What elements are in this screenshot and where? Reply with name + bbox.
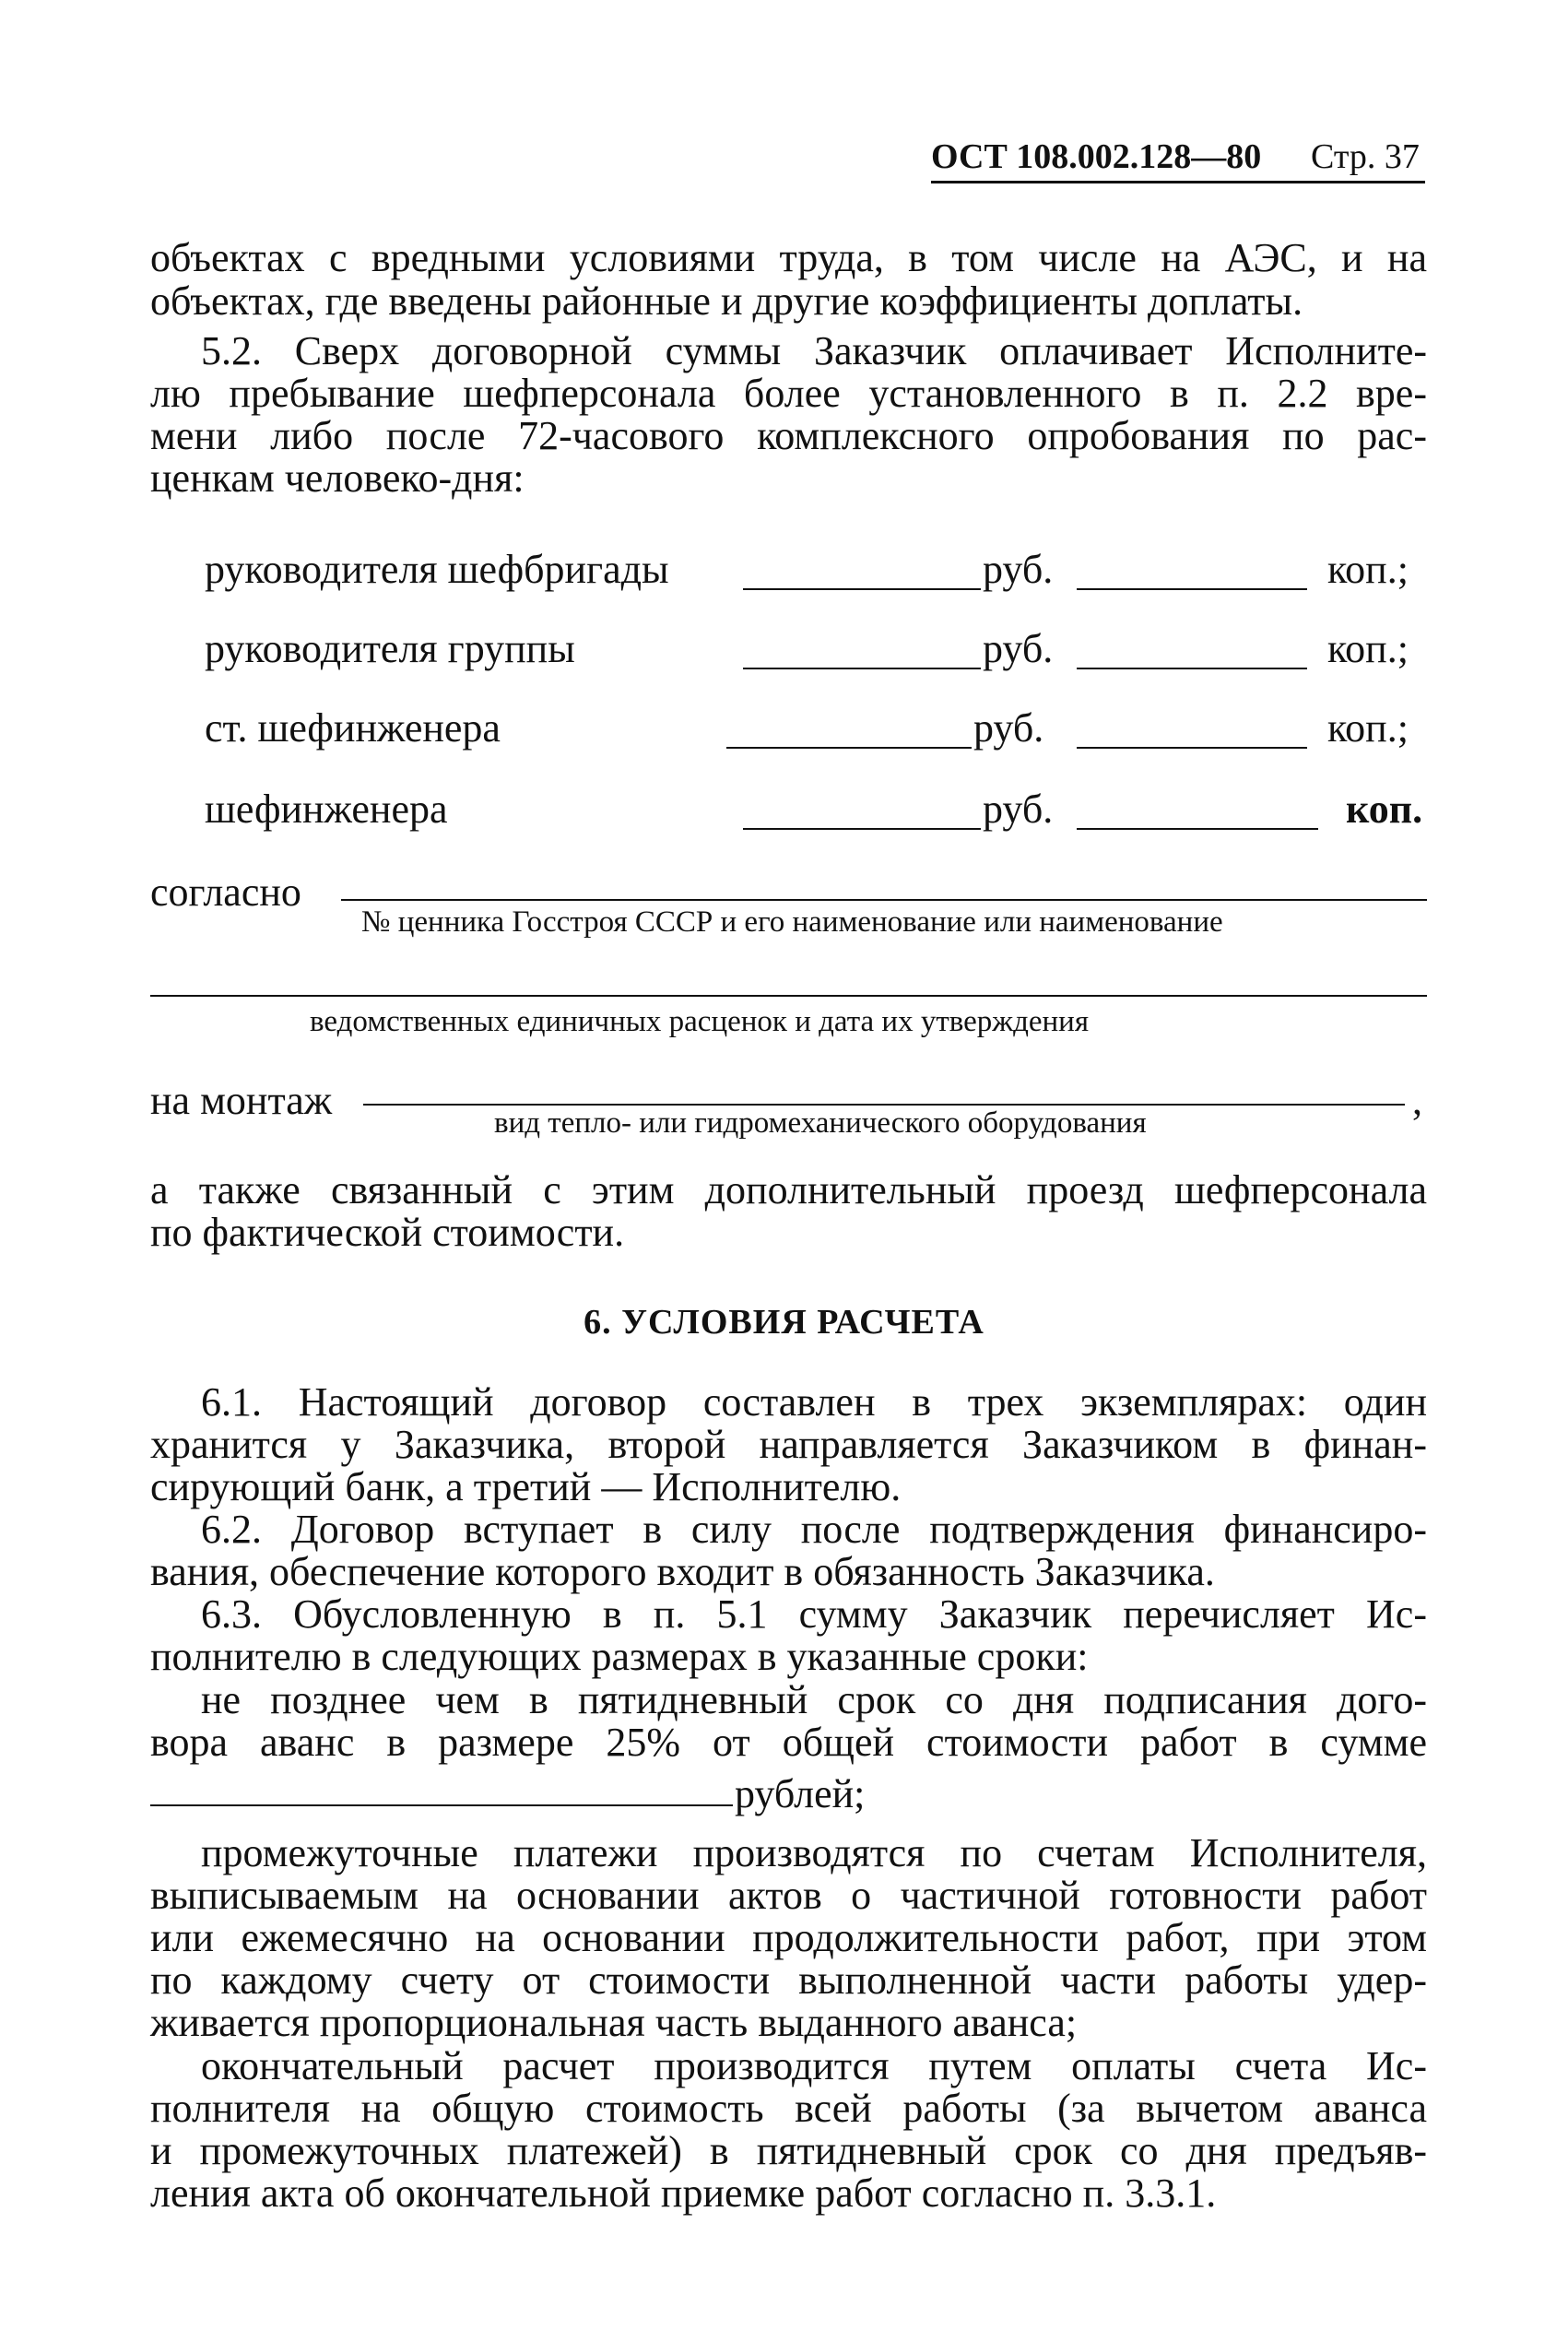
blank-rub — [743, 588, 981, 590]
soglasno-caption: № ценника Госстроя СССР и его наименование или наименование — [361, 905, 1223, 939]
rate-label: руководителя группы — [205, 626, 575, 671]
intermediate-line: промежуточные платежи производятся по счетам Исполнителя, — [201, 1830, 1427, 1875]
blank-kop — [1077, 828, 1318, 830]
advance-line: вора аванс в размере 25% от общей стоимости работ в сумме — [150, 1720, 1427, 1765]
montazh-word: на монтаж — [150, 1078, 333, 1123]
blank-kop — [1077, 747, 1307, 749]
p52-line: ценкам человеко-дня: — [150, 455, 525, 501]
final-line: полнителя на общую стоимость всей работы (за вычетом аванса — [150, 2086, 1427, 2131]
final-line: и промежуточных платежей) в пятидневный срок со дня предъяв- — [150, 2128, 1427, 2173]
blank-rub — [743, 668, 981, 669]
p52-line: лю пребывание шефперсонала более установленного в п. 2.2 вре- — [150, 371, 1427, 416]
blank-kop — [1077, 588, 1307, 590]
blank-rub — [743, 828, 981, 830]
page-label: Стр. 37 — [1311, 137, 1420, 176]
rate-label: шефинженера — [205, 787, 448, 832]
doc-code: ОСТ 108.002.128—80 — [931, 137, 1262, 176]
rate-label: руководителя шефбригады — [205, 547, 669, 592]
rub-label: руб. — [973, 705, 1044, 751]
p52-line: 5.2. Сверх договорной суммы Заказчик оплачивает Исполните- — [201, 328, 1427, 373]
kop-label: коп.; — [1327, 705, 1409, 751]
intermediate-line: выписываемым на основании актов о частичной готовности работ — [150, 1873, 1427, 1918]
intro-line: объектах с вредными условиями труда, в том числе на АЭС, и на — [150, 235, 1427, 280]
montazh-caption: вид тепло- или гидромеханического оборудования — [494, 1106, 1147, 1140]
montazh-blank — [363, 1104, 1405, 1106]
after-line: а также связанный с этим дополнительный проезд шефперсонала — [150, 1167, 1427, 1212]
section-title: 6. УСЛОВИЯ РАСЧЕТА — [584, 1303, 984, 1342]
soglasno-blank-2 — [150, 995, 1427, 997]
p61-line: 6.1. Настоящий договор составлен в трех экземплярах: один — [201, 1379, 1427, 1425]
p62-line: 6.2. Договор вступает в силу после подтверждения финансиро- — [201, 1507, 1427, 1552]
kop-label: коп. — [1346, 787, 1423, 832]
p62-line: вания, обеспечение которого входит в обязанность Заказчика. — [150, 1549, 1215, 1594]
intermediate-line: живается пропорциональная часть выданного аванса; — [150, 2000, 1078, 2045]
final-line: окончательный расчет производится путем оплаты счета Ис- — [201, 2043, 1427, 2088]
p63-line: 6.3. Обусловленную в п. 5.1 сумму Заказчик перечисляет Ис- — [201, 1591, 1427, 1637]
final-line: ления акта об окончательной приемке работ согласно п. 3.3.1. — [150, 2170, 1217, 2216]
after-line: по фактической стоимости. — [150, 1210, 625, 1255]
header-rule — [931, 181, 1425, 183]
intro-line: объектах, где введены районные и другие коэффициенты доплаты. — [150, 278, 1303, 324]
blank-rub — [726, 747, 972, 749]
p61-line: хранится у Заказчика, второй направляется Заказчиком в финан- — [150, 1422, 1427, 1467]
soglasno-caption-2: ведомственных единичных расценок и дата их утверждения — [310, 1005, 1090, 1038]
advance-line: не позднее чем в пятидневный срок со дня подписания дого- — [201, 1677, 1427, 1722]
p52-line: мени либо после 72-часового комплексного опробования по рас- — [150, 413, 1427, 458]
rub-label: руб. — [983, 547, 1054, 592]
rubley-label: рублей; — [735, 1771, 866, 1816]
montazh-comma: , — [1412, 1078, 1422, 1123]
intermediate-line: по каждому счету от стоимости выполненной части работы удер- — [150, 1957, 1427, 2003]
intermediate-line: или ежемесячно на основании продолжительности работ, при этом — [150, 1915, 1427, 1960]
p63-line: полнителю в следующих размерах в указанные сроки: — [150, 1634, 1089, 1679]
soglasno-blank — [341, 899, 1427, 901]
rub-label: руб. — [983, 787, 1054, 832]
blank-kop — [1077, 668, 1307, 669]
rub-label: руб. — [983, 626, 1054, 671]
rate-label: ст. шефинженера — [205, 705, 501, 751]
advance-blank — [150, 1804, 733, 1806]
soglasno-word: согласно — [150, 869, 301, 915]
kop-label: коп.; — [1327, 547, 1409, 592]
p61-line: сирующий банк, а третий — Исполнителю. — [150, 1464, 902, 1509]
kop-label: коп.; — [1327, 626, 1409, 671]
